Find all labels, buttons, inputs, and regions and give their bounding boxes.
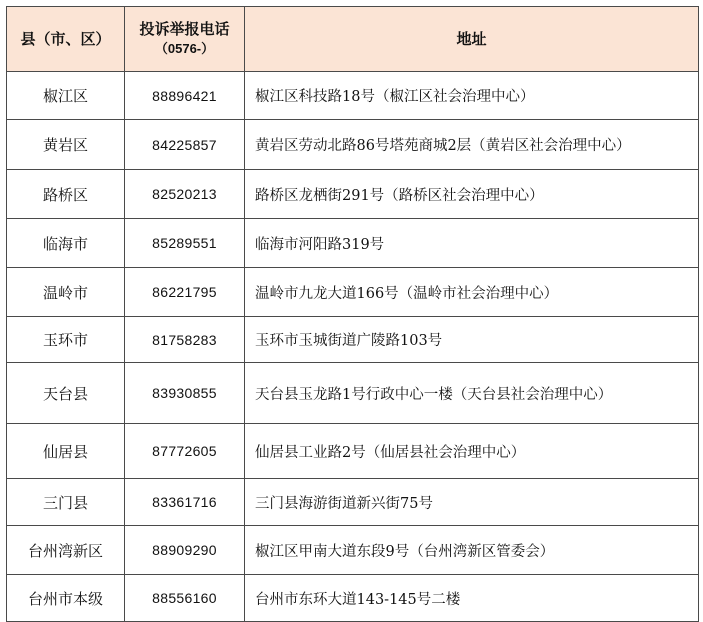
header-address: 地址: [245, 7, 699, 72]
county-cell: 路桥区: [7, 170, 125, 219]
header-county: 县（市、区）: [7, 7, 125, 72]
table-row: [7, 219, 699, 268]
county-cell: 黄岩区: [7, 120, 125, 170]
table-row: [7, 363, 699, 424]
phone-cell: 88896421: [125, 72, 245, 120]
county-cell: 三门县: [7, 479, 125, 526]
phone-cell: 81758283: [125, 317, 245, 363]
address-cell: 台州市东环大道143-145号二楼: [245, 575, 699, 622]
header-phone: [125, 7, 245, 72]
phone-cell: 84225857: [125, 120, 245, 170]
header-row: [7, 7, 699, 72]
county-cell: 天台县: [7, 363, 125, 424]
address-cell: 玉环市玉城街道广陵路103号: [245, 317, 699, 363]
phone-cell: 83361716: [125, 479, 245, 526]
address-cell: 椒江区科技路18号（椒江区社会治理中心）: [245, 72, 699, 120]
phone-cell: 88556160: [125, 575, 245, 622]
address-cell: 仙居县工业路2号（仙居县社会治理中心）: [245, 424, 699, 479]
header-phone-area-code: （0576-）: [154, 41, 215, 56]
county-cell: 温岭市: [7, 268, 125, 317]
address-cell: 椒江区甲南大道东段9号（台州湾新区管委会）: [245, 526, 699, 575]
phone-cell: 87772605: [125, 424, 245, 479]
county-cell: 台州湾新区: [7, 526, 125, 575]
table-row: [7, 170, 699, 219]
address-cell: 温岭市九龙大道166号（温岭市社会治理中心）: [245, 268, 699, 317]
phone-cell: 86221795: [125, 268, 245, 317]
table-row: [7, 268, 699, 317]
county-cell: 玉环市: [7, 317, 125, 363]
complaint-hotline-table: [6, 6, 699, 622]
address-cell: 黄岩区劳动北路86号塔苑商城2层（黄岩区社会治理中心）: [245, 120, 699, 170]
phone-cell: 85289551: [125, 219, 245, 268]
header-phone-title: 投诉举报电话: [139, 20, 230, 38]
address-cell: 三门县海游街道新兴街75号: [245, 479, 699, 526]
table-row: [7, 526, 699, 575]
table-row: [7, 317, 699, 363]
address-cell: 路桥区龙栖街291号（路桥区社会治理中心）: [245, 170, 699, 219]
table-row: [7, 72, 699, 120]
county-cell: 临海市: [7, 219, 125, 268]
address-cell: 临海市河阳路319号: [245, 219, 699, 268]
table-row: [7, 120, 699, 170]
phone-cell: 83930855: [125, 363, 245, 424]
phone-cell: 82520213: [125, 170, 245, 219]
address-cell: 天台县玉龙路1号行政中心一楼（天台县社会治理中心）: [245, 363, 699, 424]
county-cell: 仙居县: [7, 424, 125, 479]
table-row: [7, 479, 699, 526]
county-cell: 椒江区: [7, 72, 125, 120]
table-row: [7, 424, 699, 479]
table-row: [7, 575, 699, 622]
county-cell: 台州市本级: [7, 575, 125, 622]
phone-cell: 88909290: [125, 526, 245, 575]
